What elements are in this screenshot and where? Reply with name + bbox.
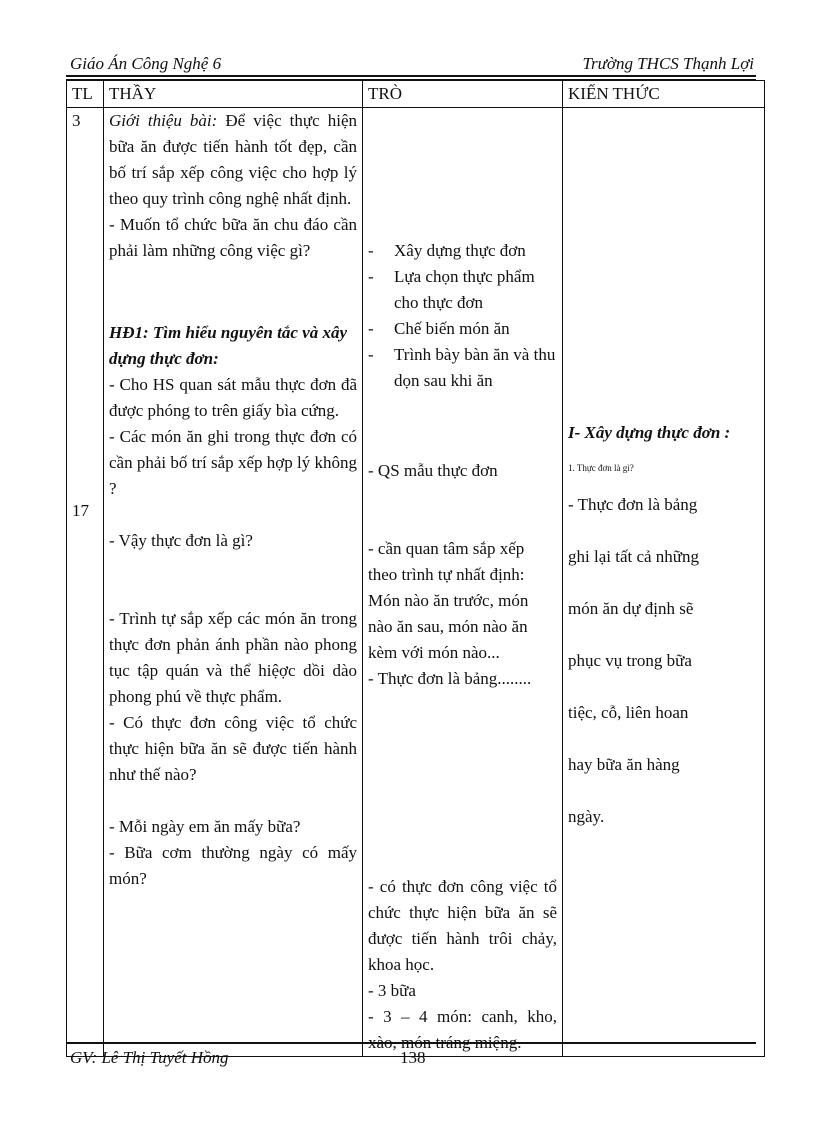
list-item: - Lựa chọn thực phẩm cho thực đơn [368,264,557,316]
thay-question-5: - Trình tự sắp xếp các món ăn trong thực đơn phản ánh phần nào phong tục tập quán và thể hiệợc dồi dào phong phú về thực phẩm. [109,609,357,706]
thay-cell [104,108,363,1057]
lesson-table [66,80,765,1057]
tl-value-hd1: 17 [72,501,89,520]
intro-text: Để việc thực hiện bữa ăn được tiến hành tốt đẹp, cần bố trí sắp xếp công việc cho hợp lý theo quy trình công nghệ nhất định. [109,111,358,208]
list-item: - Chế biến món ăn [368,316,557,342]
thay-question-3: - Các món ăn ghi trong thực đơn có cần phải bố trí sắp xếp hợp lý không ? [109,427,357,498]
thay-question-1: - Muốn tổ chức bữa ăn chu đáo cần phải làm những công việc gì? [109,215,357,260]
thay-question-2: - Cho HS quan sát mẫu thực đơn đã được phóng to trên giấy bìa cứng. [109,375,357,420]
tl-value-intro: 3 [72,111,81,130]
col-header-kien-thuc: KIẾN THỨC [563,81,765,108]
header-school-name: Trường THCS Thạnh Lợi [582,54,754,73]
definition-block [568,492,759,830]
definition-line: - Thực đơn là bảng [568,495,698,514]
intro-label: Giới thiệu bài: [109,111,218,130]
intro-paragraph [109,108,357,212]
col-header-tro: TRÒ [363,81,563,108]
tro-answer-4: - có thực đơn công việc tổ chức thực hiện bữa ăn sẽ được tiến hành trôi chảy, khoa học. [368,877,557,974]
footer-rule [66,1042,756,1044]
header-school-subject: Giáo Án Công Nghệ 6 [70,54,222,73]
tro-answer-6: - 3 – 4 món: canh, kho, xào, món tráng miệng. [368,1007,557,1052]
definition-line: tiệc, cỗ, liên hoan [568,703,689,722]
tro-cell [363,108,563,1057]
tro-answer-2: - cần quan tâm sắp xếp theo trình tự nhất định: Món nào ăn trước, món nào ăn sau, món nào ăn kèm với món nào... [368,539,529,662]
footer-teacher: GV: Lê Thị Tuyết Hồng [70,1048,229,1067]
col-header-tl: TL [67,81,104,108]
table-row [67,108,765,1057]
thay-question-7: - Mỗi ngày em ăn mấy bữa? [109,817,301,836]
thay-question-8: - Bữa cơm thường ngày có mấy món? [109,843,357,888]
definition-line: ngày. [568,807,605,826]
section-title: I- Xây dựng thực đơn : [568,423,731,442]
thay-question-4: - Vậy thực đơn là gì? [109,531,253,550]
kien-thuc-cell [563,108,765,1057]
definition-line: hay bữa ăn hàng [568,755,680,774]
definition-line: phục vụ trong bữa [568,651,692,670]
tro-answer-3: - Thực đơn là bảng........ [368,669,532,688]
subsection-title: 1. Thực đơn là gì? [568,463,634,473]
col-header-thay: THẦY [104,81,363,108]
tro-task-list [368,238,557,394]
hd1-heading: HĐ1: Tìm hiểu nguyên tắc và xây dựng thực đơn: [109,323,347,368]
tl-cell [67,108,104,1057]
tro-answer-1: - QS mẫu thực đơn [368,461,498,480]
table-header-row [67,81,765,108]
definition-line: món ăn dự định sẽ [568,599,694,618]
definition-line: ghi lại tất cả những [568,547,700,566]
tro-answer-5: - 3 bữa [368,981,416,1000]
thay-question-6: - Có thực đơn công việc tổ chức thực hiện bữa ăn sẽ được tiến hành như thế nào? [109,713,357,784]
page-number: 138 [400,1048,426,1067]
list-item: - Trình bày bàn ăn và thu dọn sau khi ăn [368,342,557,394]
list-item: - Xây dựng thực đơn [368,238,557,264]
